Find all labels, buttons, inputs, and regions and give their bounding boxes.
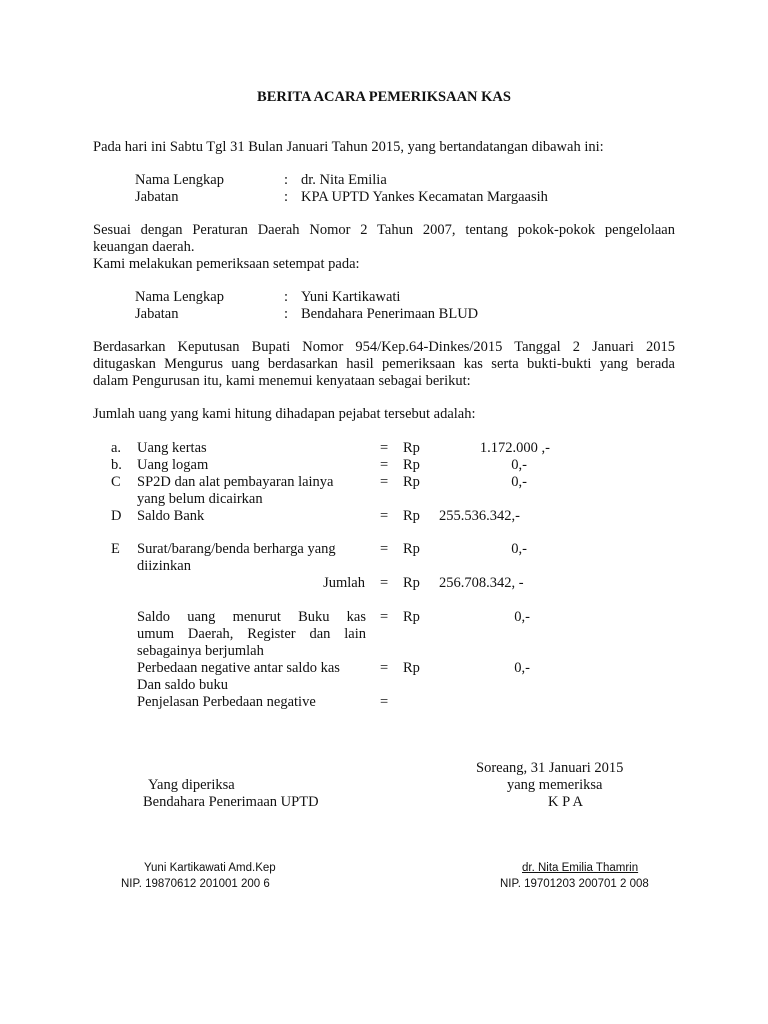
total-equals: = (380, 575, 389, 591)
examinee-name-label: Nama Lengkap (135, 289, 224, 305)
examinee-name-colon: : (284, 289, 289, 305)
left-signer-nip: NIP. 19870612 201001 200 6 (121, 878, 270, 890)
right-signer-name: dr. Nita Emilia Thamrin (522, 862, 639, 874)
item-amount: 255.536.342,- (439, 508, 520, 524)
examiner-position-colon: : (284, 189, 289, 205)
decree-line-1: Berdasarkan Keputusan Bupati Nomor 954/Kep.64-Dinkes/2015 Tanggal 2 Januari 2015 (93, 339, 675, 355)
place-date: Soreang, 31 Januari 2015 (476, 760, 624, 776)
decree-line-3: dalam Pengurusan itu, kami menemui kenyataan sebagai berikut: (93, 373, 471, 389)
saldo-line-3: sebagainya berjumlah (137, 643, 264, 659)
saldo-equals: = (380, 609, 389, 625)
item-currency: Rp (403, 508, 420, 524)
right-signer-role-2: K P A (548, 794, 583, 810)
item-label: Uang logam (137, 457, 209, 473)
item-equals: = (380, 440, 389, 456)
saldo-currency: Rp (403, 609, 420, 625)
count-intro: Jumlah uang yang kami hitung dihadapan pejabat tersebut adalah: (93, 406, 476, 422)
total-currency: Rp (403, 575, 420, 591)
item-label-continued: diizinkan (137, 558, 191, 574)
item-amount: 0,- (511, 541, 527, 557)
regulation-line-2: keuangan daerah. (93, 239, 195, 255)
right-signer-role-1: yang memeriksa (507, 777, 603, 793)
item-equals: = (380, 457, 389, 473)
item-label: Uang kertas (137, 440, 207, 456)
examinee-position-label: Jabatan (135, 306, 179, 322)
difference-equals: = (380, 660, 389, 676)
item-equals: = (380, 474, 389, 490)
examinee-position-value: Bendahara Penerimaan BLUD (301, 306, 479, 322)
difference-line-2: Dan saldo buku (137, 677, 229, 693)
difference-amount: 0,- (514, 660, 530, 676)
item-label: SP2D dan alat pembayaran lainya (137, 474, 334, 490)
examiner-name-label: Nama Lengkap (135, 172, 224, 188)
item-label: Saldo Bank (137, 508, 205, 524)
examinee-name-value: Yuni Kartikawati (301, 289, 401, 305)
item-currency: Rp (403, 440, 420, 456)
total-label: Jumlah (323, 575, 365, 591)
regulation-line-1: Sesuai dengan Peraturan Daerah Nomor 2 Tahun 2007, tentang pokok-pokok pengelolaan (93, 222, 675, 238)
explanation-equals: = (380, 694, 389, 710)
examinee-position-colon: : (284, 306, 289, 322)
intro-text: Pada hari ini Sabtu Tgl 31 Bulan Januari Tahun 2015, yang bertandatangan dibawah ini: (93, 139, 604, 155)
item-letter: D (111, 508, 122, 524)
item-equals: = (380, 541, 389, 557)
examiner-name-colon: : (284, 172, 289, 188)
item-letter: a. (111, 440, 122, 456)
examiner-name-value: dr. Nita Emilia (301, 172, 387, 188)
item-currency: Rp (403, 457, 420, 473)
item-letter: b. (111, 457, 122, 473)
examiner-position-label: Jabatan (135, 189, 179, 205)
examiner-position-value: KPA UPTD Yankes Kecamatan Margaasih (301, 189, 548, 205)
item-amount: 0,- (511, 474, 527, 490)
saldo-amount: 0,- (514, 609, 530, 625)
item-amount: 0,- (511, 457, 527, 473)
left-signer-name: Yuni Kartikawati Amd.Kep (144, 862, 276, 874)
decree-line-2: ditugaskan Mengurus uang berdasarkan hasil pemeriksaan kas serta bukti-bukti yang berada (93, 356, 675, 372)
right-signer-nip: NIP. 19701203 200701 2 008 (500, 878, 649, 890)
item-label-continued: yang belum dicairkan (137, 491, 263, 507)
left-signer-role-1: Yang diperiksa (148, 777, 235, 793)
explanation-label: Penjelasan Perbedaan negative (137, 694, 316, 710)
difference-line-1: Perbedaan negative antar saldo kas (137, 660, 340, 676)
item-amount: 1.172.000 ,- (479, 440, 550, 456)
difference-currency: Rp (403, 660, 420, 676)
item-letter: C (111, 474, 121, 490)
item-letter: E (111, 541, 120, 557)
item-currency: Rp (403, 474, 420, 490)
item-currency: Rp (403, 541, 420, 557)
item-label: Surat/barang/benda berharga yang (137, 541, 336, 557)
total-amount: 256.708.342, - (439, 575, 524, 591)
document-title: BERITA ACARA PEMERIKSAAN KAS (257, 89, 511, 105)
saldo-line-1: Saldo uang menurut Buku kas (137, 609, 366, 625)
left-signer-role-2: Bendahara Penerimaan UPTD (143, 794, 319, 810)
regulation-line-3: Kami melakukan pemeriksaan setempat pada: (93, 256, 360, 272)
item-equals: = (380, 508, 389, 524)
saldo-line-2: umum Daerah, Register dan lain (137, 626, 366, 642)
